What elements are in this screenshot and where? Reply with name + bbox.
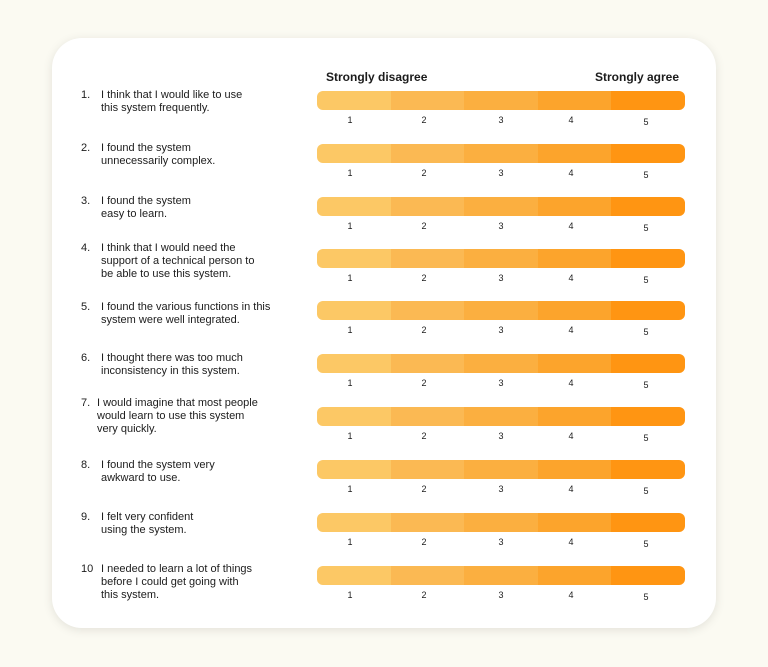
question-row — [0, 301, 768, 349]
scale-option-4[interactable] — [538, 144, 612, 163]
scale-option-3[interactable] — [464, 460, 538, 479]
scale-option-5[interactable] — [611, 407, 685, 426]
question-number: 9. — [81, 511, 91, 523]
scale-option-4[interactable] — [538, 197, 612, 216]
scale-option-3[interactable] — [464, 354, 538, 373]
scale-option-2[interactable] — [391, 513, 465, 532]
scale-tick-label: 1 — [347, 590, 353, 600]
scale-option-3[interactable] — [464, 513, 538, 532]
scale-tick-label: 2 — [421, 325, 427, 335]
scale-tick-labels — [317, 273, 685, 287]
scale-option-1[interactable] — [317, 144, 391, 163]
scale-option-5[interactable] — [611, 301, 685, 320]
question-number: 1. — [81, 89, 91, 101]
scale-tick-label: 5 — [643, 170, 649, 180]
question-number: 10 — [81, 563, 94, 575]
scale-tick-label: 3 — [498, 590, 504, 600]
scale-option-4[interactable] — [538, 513, 612, 532]
scale-option-1[interactable] — [317, 91, 391, 110]
scale-option-2[interactable] — [391, 301, 465, 320]
scale-tick-label: 3 — [498, 484, 504, 494]
likert-scale-bar — [317, 249, 685, 268]
scale-tick-label: 1 — [347, 325, 353, 335]
question-number: 2. — [81, 142, 91, 154]
question-row — [0, 352, 768, 400]
scale-tick-label: 4 — [568, 273, 574, 283]
scale-option-2[interactable] — [391, 460, 465, 479]
question-text: I needed to learn a lot of things before I could get going with this system. — [101, 563, 253, 601]
scale-option-1[interactable] — [317, 197, 391, 216]
scale-tick-label: 3 — [498, 221, 504, 231]
scale-option-1[interactable] — [317, 460, 391, 479]
scale-option-2[interactable] — [391, 407, 465, 426]
scale-option-2[interactable] — [391, 566, 465, 585]
scale-tick-label: 4 — [568, 484, 574, 494]
scale-option-2[interactable] — [391, 144, 465, 163]
scale-tick-label: 1 — [347, 221, 353, 231]
scale-tick-label: 3 — [498, 431, 504, 441]
scale-option-4[interactable] — [538, 566, 612, 585]
scale-tick-label: 4 — [568, 168, 574, 178]
question-text: I would imagine that most people would learn to use this system very quickly. — [97, 397, 258, 435]
scale-tick-labels — [317, 590, 685, 604]
scale-tick-labels — [317, 431, 685, 445]
scale-tick-label: 2 — [421, 378, 427, 388]
scale-tick-label: 5 — [643, 380, 649, 390]
scale-option-2[interactable] — [391, 249, 465, 268]
scale-option-4[interactable] — [538, 460, 612, 479]
question-text: I found the system unnecessarily complex. — [101, 142, 216, 167]
scale-tick-label: 3 — [498, 115, 504, 125]
scale-tick-label: 4 — [568, 590, 574, 600]
question-number: 7. — [81, 397, 91, 409]
question-text: I think that I would need the support of a technical person to be able to use this system. — [101, 242, 255, 280]
scale-tick-label: 3 — [498, 273, 504, 283]
question-text: I felt very confident using the system. — [101, 511, 194, 536]
scale-option-3[interactable] — [464, 144, 538, 163]
scale-option-3[interactable] — [464, 249, 538, 268]
scale-tick-label: 1 — [347, 168, 353, 178]
scale-tick-label: 5 — [643, 486, 649, 496]
scale-tick-label: 2 — [421, 537, 427, 547]
scale-option-1[interactable] — [317, 301, 391, 320]
scale-tick-label: 5 — [643, 433, 649, 443]
scale-tick-label: 2 — [421, 431, 427, 441]
scale-tick-label: 1 — [347, 431, 353, 441]
scale-tick-label: 4 — [568, 221, 574, 231]
question-row — [0, 195, 768, 243]
scale-tick-label: 3 — [498, 168, 504, 178]
scale-option-4[interactable] — [538, 301, 612, 320]
question-number: 5. — [81, 301, 91, 313]
scale-tick-label: 1 — [347, 537, 353, 547]
question-row — [0, 397, 768, 445]
scale-tick-labels — [317, 168, 685, 182]
question-row — [0, 142, 768, 190]
scale-tick-label: 2 — [421, 115, 427, 125]
scale-option-2[interactable] — [391, 197, 465, 216]
scale-option-1[interactable] — [317, 513, 391, 532]
scale-tick-label: 5 — [643, 327, 649, 337]
scale-option-5[interactable] — [611, 460, 685, 479]
scale-option-1[interactable] — [317, 354, 391, 373]
scale-option-4[interactable] — [538, 249, 612, 268]
question-number: 8. — [81, 459, 91, 471]
scale-option-5[interactable] — [611, 249, 685, 268]
scale-option-1[interactable] — [317, 249, 391, 268]
scale-option-5[interactable] — [611, 197, 685, 216]
scale-option-5[interactable] — [611, 354, 685, 373]
scale-tick-labels — [317, 115, 685, 129]
scale-tick-label: 5 — [643, 223, 649, 233]
scale-option-2[interactable] — [391, 91, 465, 110]
strongly-agree-label: Strongly agree — [595, 70, 680, 84]
likert-scale-bar — [317, 197, 685, 216]
scale-tick-label: 1 — [347, 115, 353, 125]
scale-option-2[interactable] — [391, 354, 465, 373]
scale-option-3[interactable] — [464, 407, 538, 426]
scale-option-4[interactable] — [538, 91, 612, 110]
scale-tick-label: 2 — [421, 221, 427, 231]
question-row — [0, 511, 768, 559]
scale-tick-label: 5 — [643, 539, 649, 549]
scale-option-3[interactable] — [464, 197, 538, 216]
scale-option-1[interactable] — [317, 407, 391, 426]
scale-tick-label: 5 — [643, 275, 649, 285]
scale-tick-label: 2 — [421, 168, 427, 178]
scale-tick-label: 4 — [568, 325, 574, 335]
strongly-disagree-label: Strongly disagree — [326, 70, 428, 84]
scale-tick-labels — [317, 378, 685, 392]
scale-option-4[interactable] — [538, 354, 612, 373]
question-text: I found the system very awkward to use. — [101, 459, 215, 484]
scale-tick-label: 1 — [347, 273, 353, 283]
question-number: 3. — [81, 195, 91, 207]
scale-tick-label: 2 — [421, 484, 427, 494]
likert-scale-bar — [317, 460, 685, 479]
scale-option-3[interactable] — [464, 91, 538, 110]
scale-tick-label: 5 — [643, 117, 649, 127]
scale-tick-labels — [317, 221, 685, 235]
scale-tick-label: 4 — [568, 115, 574, 125]
scale-tick-label: 5 — [643, 592, 649, 602]
scale-option-1[interactable] — [317, 566, 391, 585]
scale-tick-labels — [317, 484, 685, 498]
scale-tick-label: 3 — [498, 378, 504, 388]
likert-scale-bar — [317, 513, 685, 532]
scale-tick-label: 4 — [568, 537, 574, 547]
question-text: I found the various functions in this system were well integrated. — [101, 301, 271, 326]
scale-option-3[interactable] — [464, 301, 538, 320]
scale-tick-label: 3 — [498, 537, 504, 547]
question-text: I thought there was too much inconsistency in this system. — [101, 352, 243, 377]
scale-tick-label: 1 — [347, 484, 353, 494]
question-row — [0, 459, 768, 507]
likert-scale-bar — [317, 91, 685, 110]
scale-tick-labels — [317, 537, 685, 551]
scale-option-4[interactable] — [538, 407, 612, 426]
question-text: I think that I would like to use this system frequently. — [101, 89, 243, 114]
scale-tick-label: 4 — [568, 378, 574, 388]
question-row — [0, 242, 768, 290]
question-row — [0, 89, 768, 137]
scale-tick-labels — [317, 325, 685, 339]
likert-scale-bar — [317, 354, 685, 373]
scale-tick-label: 1 — [347, 378, 353, 388]
question-number: 4. — [81, 242, 91, 254]
scale-option-5[interactable] — [611, 144, 685, 163]
scale-tick-label: 4 — [568, 431, 574, 441]
question-number: 6. — [81, 352, 91, 364]
scale-option-5[interactable] — [611, 91, 685, 110]
scale-option-5[interactable] — [611, 566, 685, 585]
scale-tick-label: 3 — [498, 325, 504, 335]
scale-tick-label: 2 — [421, 273, 427, 283]
scale-header — [0, 70, 768, 86]
likert-scale-bar — [317, 407, 685, 426]
scale-option-3[interactable] — [464, 566, 538, 585]
likert-scale-bar — [317, 301, 685, 320]
likert-scale-bar — [317, 144, 685, 163]
scale-tick-label: 2 — [421, 590, 427, 600]
question-text: I found the system easy to learn. — [101, 195, 191, 220]
likert-scale-bar — [317, 566, 685, 585]
question-row — [0, 563, 768, 611]
scale-option-5[interactable] — [611, 513, 685, 532]
